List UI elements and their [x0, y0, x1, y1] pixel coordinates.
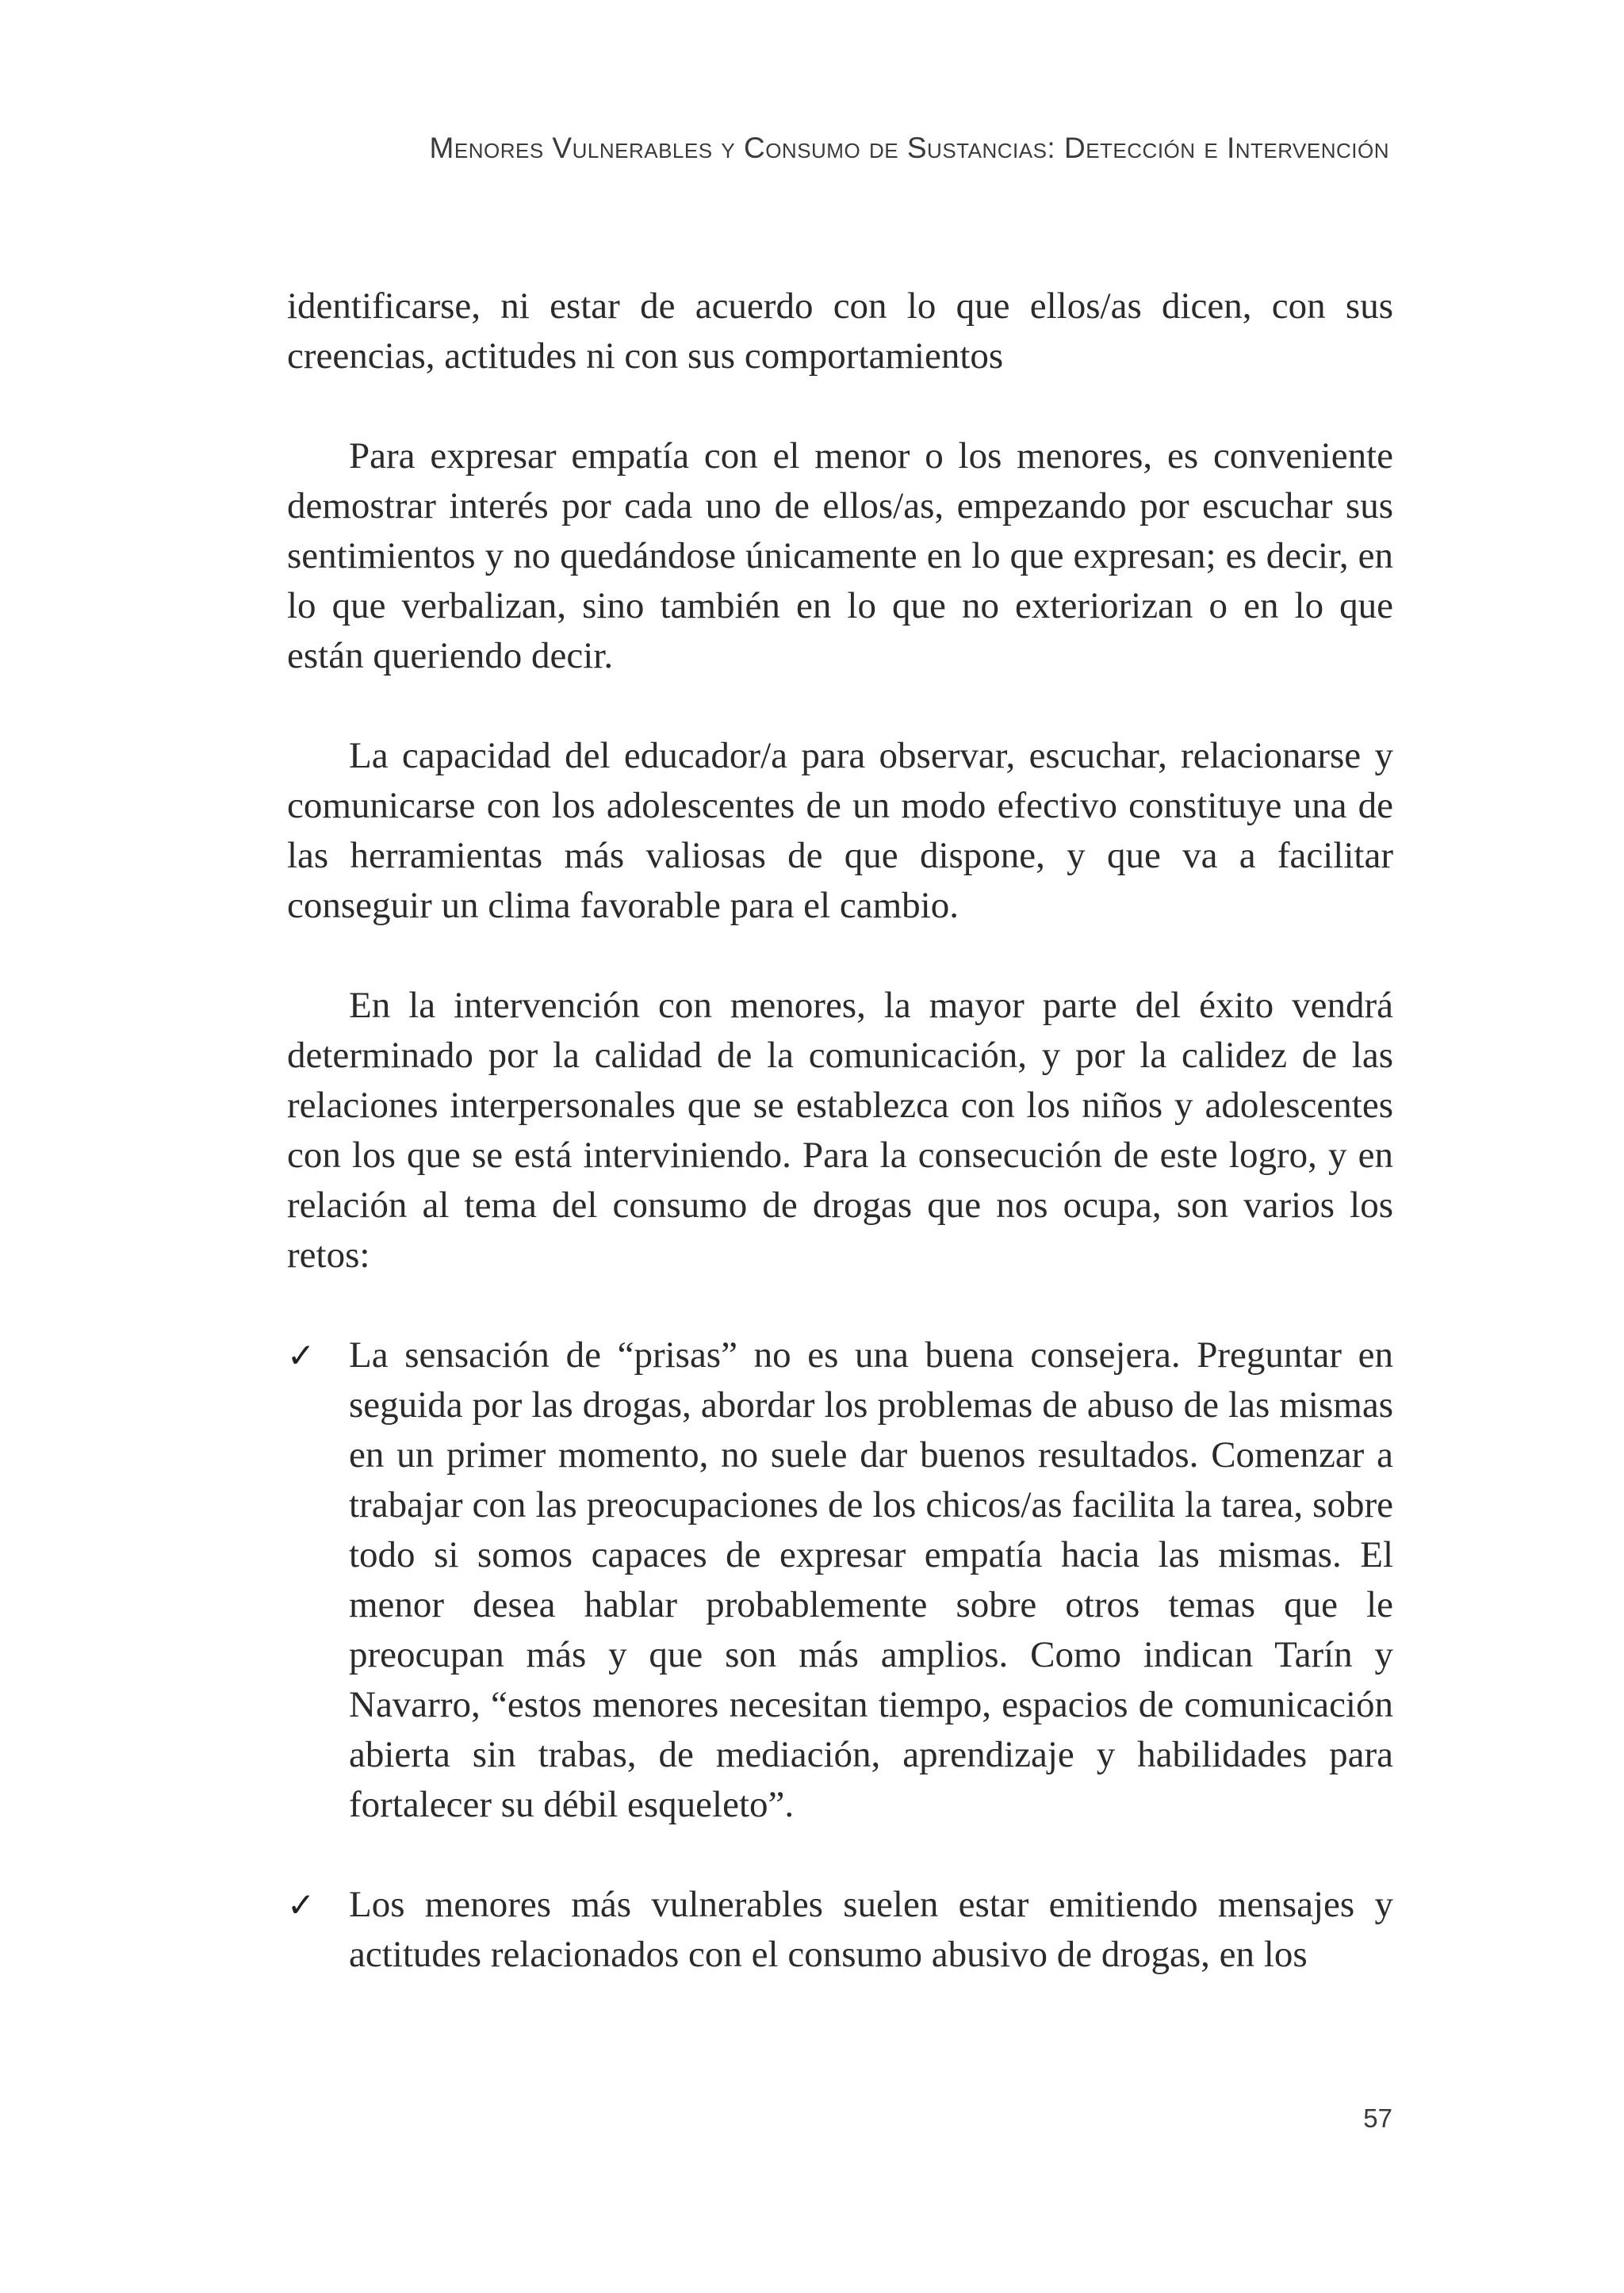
- body-paragraph: identificarse, ni estar de acuerdo con lo que ellos/as dicen, con sus creencias, actitudes ni con sus comportamientos: [287, 285, 1393, 377]
- checkmark-icon: ✓: [287, 1336, 316, 1375]
- bullet-item: [287, 1330, 1393, 1830]
- bullet-item: [287, 1880, 1393, 1980]
- bullet-text: La sensación de “prisas” no es una buena consejera. Preguntar en seguida por las drogas, abordar los problemas de abuso de las mismas en un primer momento, no suele dar buenos resultados. Comenzar a trabajar con las preocupaciones de los chicos/as facilita la tarea, sobre todo si somos capaces de expresar empatía hacia las mismas. El menor desea hablar probablemente sobre otros temas que le preocupan más y que son más amplios. Como indican Tarín y Navarro, “estos menores necesitan tiempo, espacios de comunicación abierta sin trabas, de mediación, aprendizaje y habilidades para fortalecer su débil esqueleto”.: [349, 1334, 1393, 1825]
- bullet-text: Los menores más vulnerables suelen estar emitiendo mensajes y actitudes relacionados con el consumo abusivo de drogas, en los: [349, 1884, 1393, 1975]
- checkmark-icon: ✓: [287, 1885, 316, 1924]
- page-body: [287, 281, 1393, 1980]
- body-paragraph: Para expresar empatía con el menor o los menores, es conveniente demostrar interés por cada uno de ellos/as, empezando por escuchar sus sentimientos y no quedándose únicamente en lo que expresan; es decir, en lo que verbalizan, sino también en lo que no exteriorizan o en lo que están queriendo decir.: [287, 435, 1393, 676]
- page-number: 57: [1363, 2104, 1392, 2133]
- body-paragraph: La capacidad del educador/a para observar, escuchar, relacionarse y comunicarse con los adolescentes de un modo efectivo constituye una de las herramientas más valiosas de que dispone, y que va a facilitar conseguir un clima favorable para el cambio.: [287, 735, 1393, 926]
- body-paragraph: En la intervención con menores, la mayor parte del éxito vendrá determinado por la calidad de la comunicación, y por la calidez de las relaciones interpersonales que se establezca con los niños y adolescentes con los que se está interviniendo. Para la consecución de este logro, y en relación al tema del consumo de drogas que nos ocupa, son varios los retos:: [287, 985, 1393, 1276]
- running-header: Menores Vulnerables y Consumo de Sustancias: Detección e Intervención: [429, 132, 1389, 164]
